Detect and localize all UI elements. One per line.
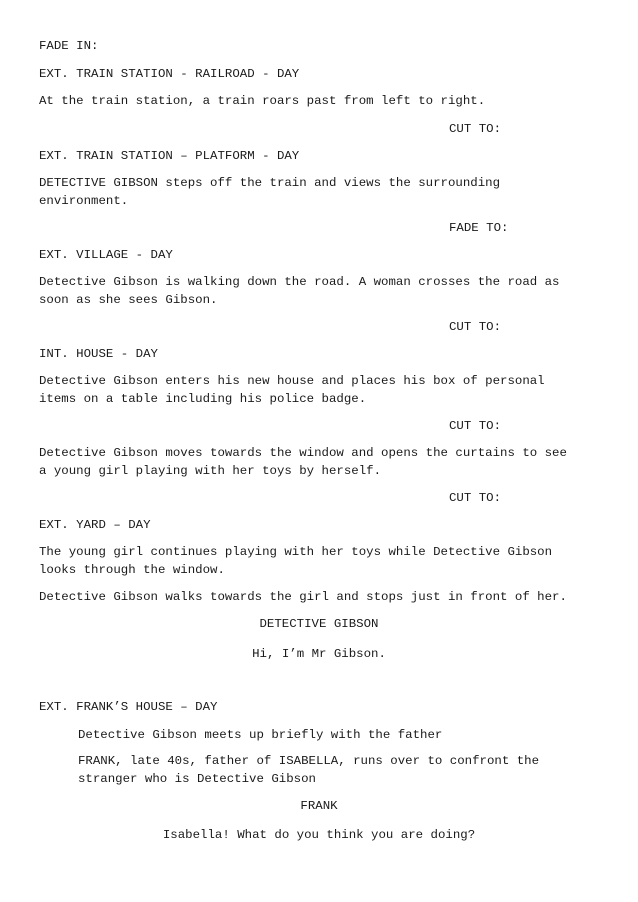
transition: FADE TO:	[449, 221, 509, 235]
scene-heading: EXT. FRANK’S HOUSE – DAY	[39, 700, 218, 714]
scene-heading: EXT. YARD – DAY	[39, 518, 151, 532]
transition: CUT TO:	[449, 320, 502, 334]
scene-heading: EXT. TRAIN STATION – PLATFORM - DAY	[39, 149, 300, 163]
action-line: The young girl continues playing with her toys while Detective Gibson	[39, 545, 553, 559]
action-line: DETECTIVE GIBSON steps off the train and views the surrounding	[39, 176, 501, 190]
action-line: stranger who is Detective Gibson	[78, 772, 316, 786]
dialogue: Hi, I’m Mr Gibson.	[252, 647, 386, 661]
transition-fade-in: FADE IN:	[39, 39, 99, 53]
action-line: items on a table including his police badge.	[39, 392, 367, 406]
action-line: soon as she sees Gibson.	[39, 293, 218, 307]
character-name: FRANK	[300, 799, 338, 813]
dialogue: Isabella! What do you think you are doing?	[162, 828, 476, 842]
action-line: Detective Gibson meets up briefly with the father	[78, 728, 443, 742]
transition: CUT TO:	[449, 491, 502, 505]
action-line: Detective Gibson moves towards the window and opens the curtains to see	[39, 446, 567, 460]
action-line: Detective Gibson is walking down the road. A woman crosses the road as	[39, 275, 560, 289]
action-line: a young girl playing with her toys by herself.	[39, 464, 382, 478]
action-line: Detective Gibson walks towards the girl and stops just in front of her.	[39, 590, 567, 604]
action-line: Detective Gibson enters his new house and places his box of personal	[39, 374, 545, 388]
transition: CUT TO:	[449, 122, 502, 136]
scene-heading: EXT. TRAIN STATION - RAILROAD - DAY	[39, 67, 300, 81]
action-line: looks through the window.	[39, 563, 225, 577]
scene-heading: INT. HOUSE - DAY	[39, 347, 158, 361]
character-name: DETECTIVE GIBSON	[259, 617, 379, 631]
action-line: At the train station, a train roars past from left to right.	[39, 94, 486, 108]
action-line: environment.	[39, 194, 129, 208]
action-line: FRANK, late 40s, father of ISABELLA, runs over to confront the	[78, 754, 540, 768]
scene-heading: EXT. VILLAGE - DAY	[39, 248, 173, 262]
transition: CUT TO:	[449, 419, 502, 433]
